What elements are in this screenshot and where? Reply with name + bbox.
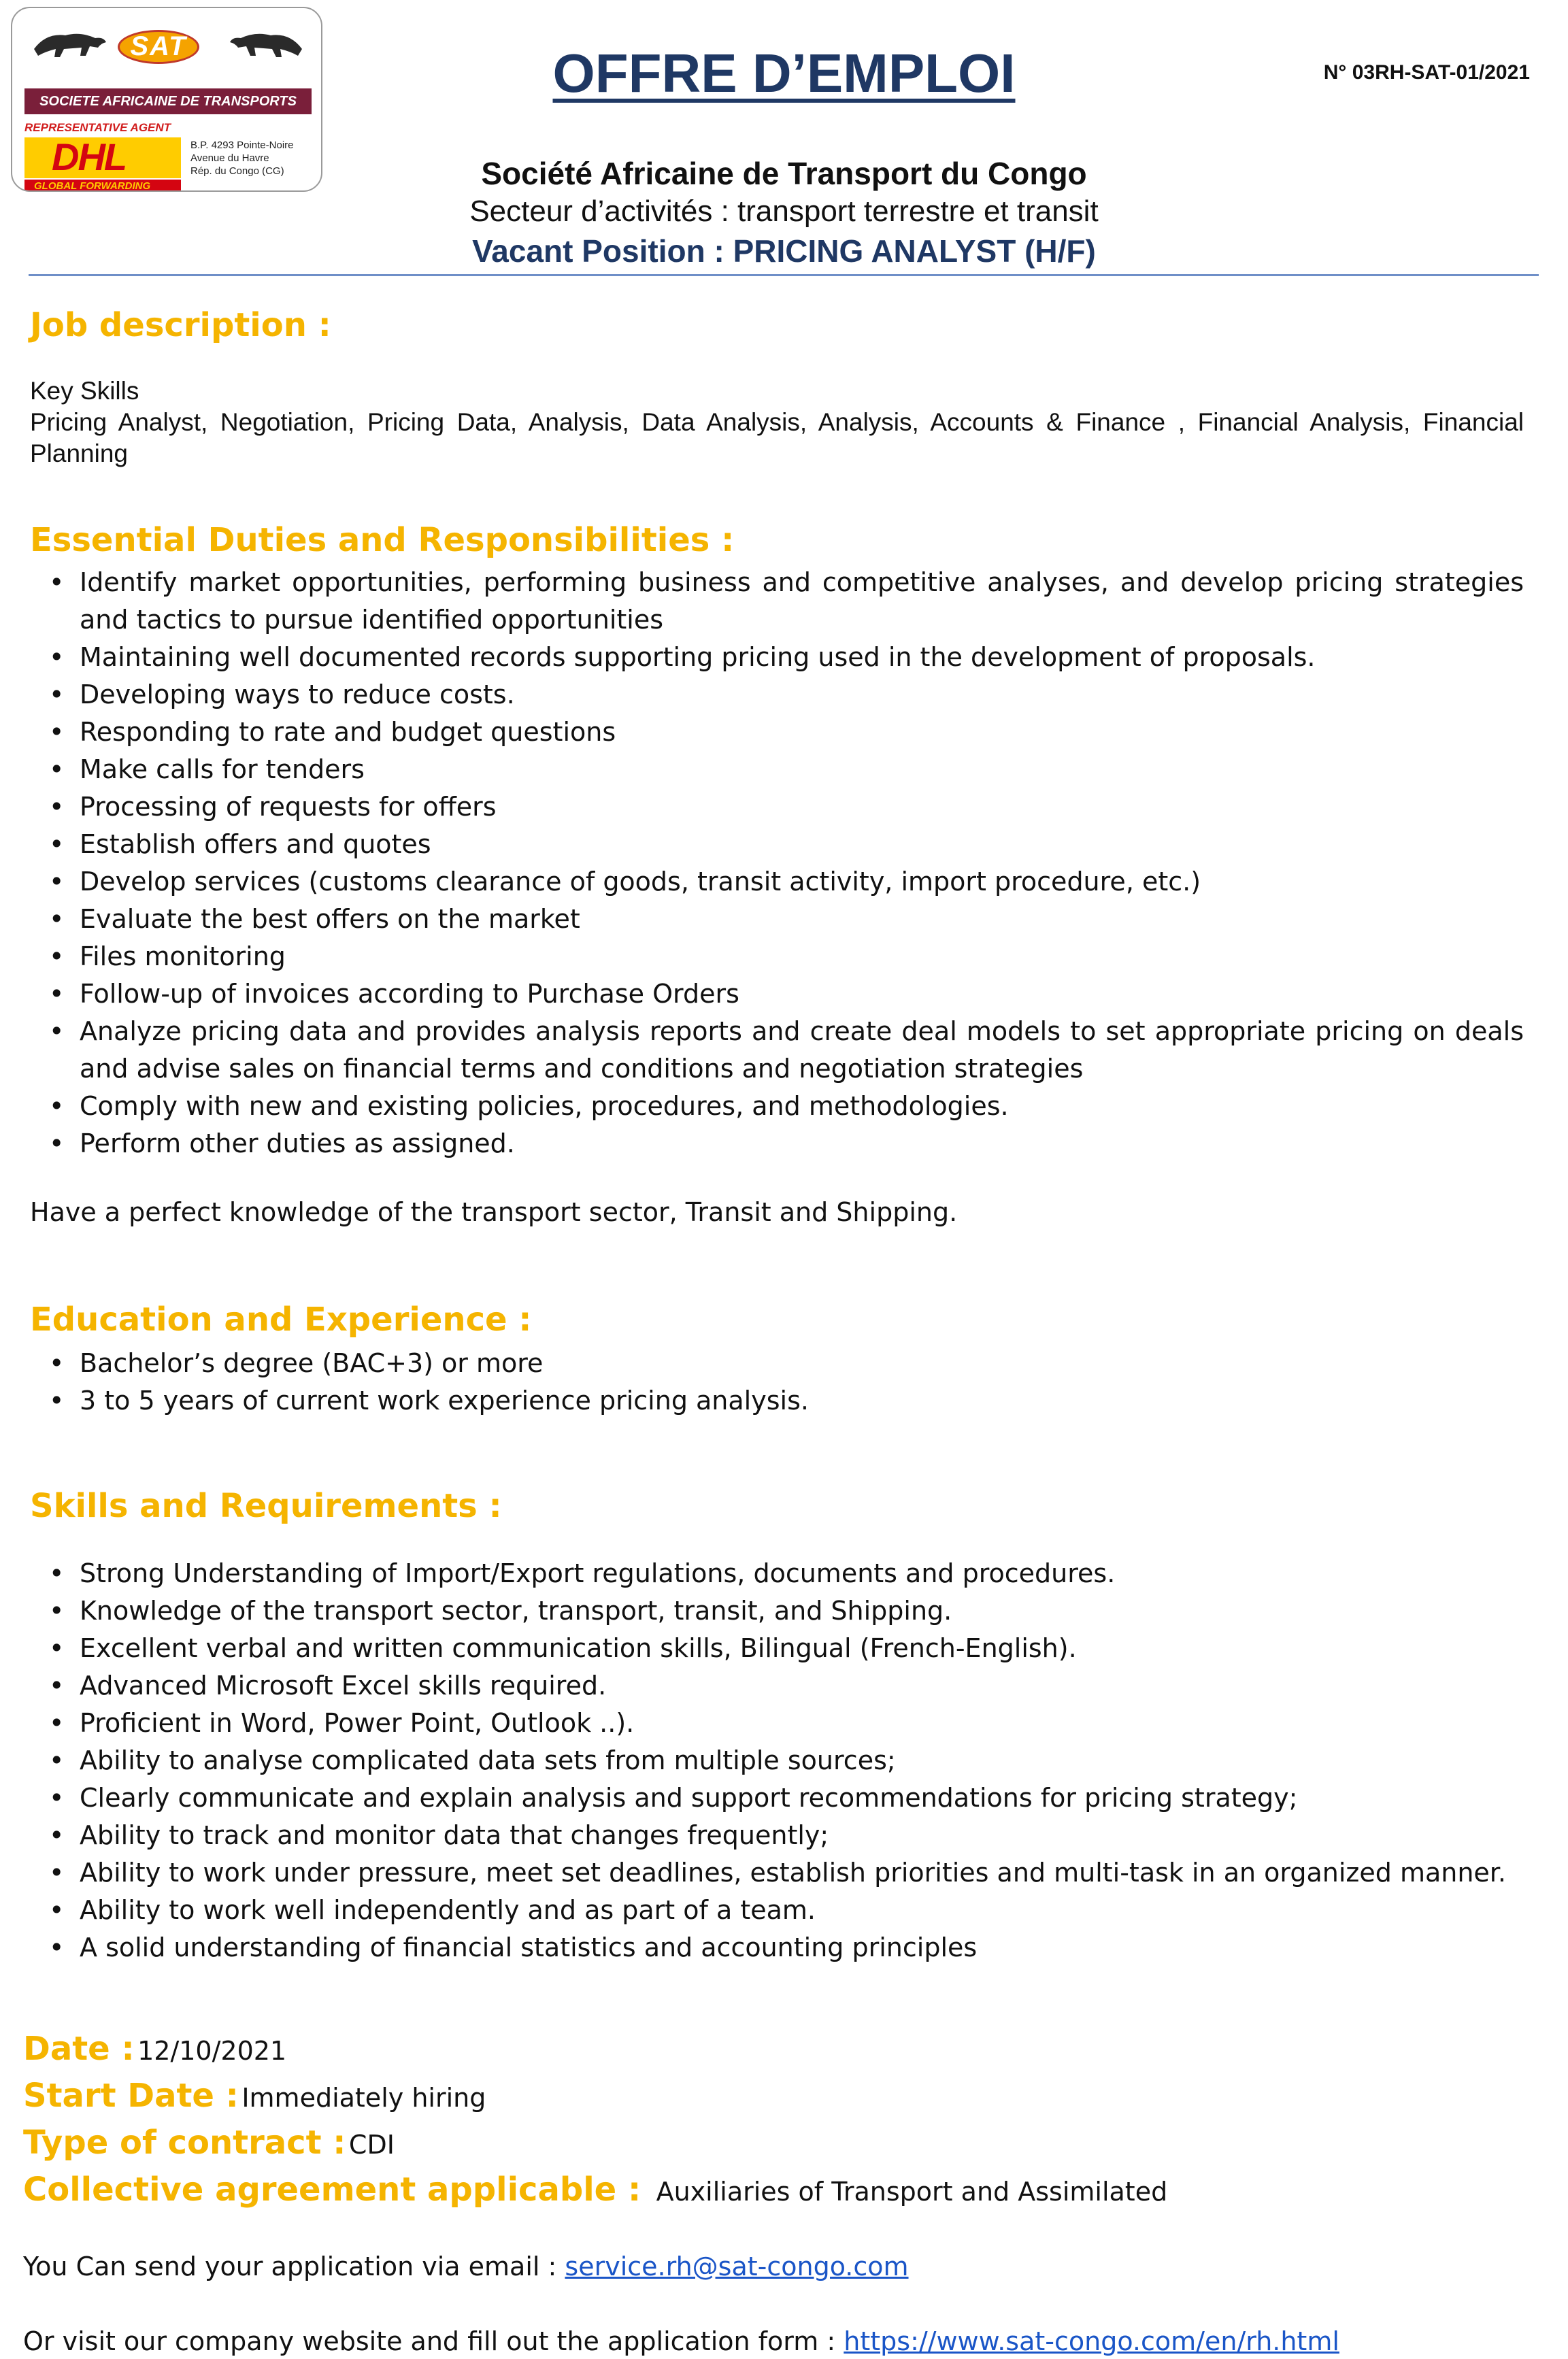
bullet-icon: • <box>49 1895 65 1925</box>
list-item <box>49 788 1524 826</box>
list-item-text: Clearly communicate and explain analysis and support recommendations for pricing strategy; <box>80 1783 1298 1813</box>
bullet-icon: • <box>49 1671 65 1701</box>
list-item <box>49 826 1524 863</box>
skills-list <box>49 1555 1524 1967</box>
list-item <box>49 1892 1524 1929</box>
bullet-icon: • <box>49 1596 65 1626</box>
website-row <box>23 2326 1339 2356</box>
list-item <box>49 1705 1524 1742</box>
logo-agent-label: REPRESENTATIVE AGENT <box>24 121 171 134</box>
list-item-text: Identify market opportunities, performing business and competitive analyses, and develop pricing strategies and tactics to pursue identified opportunities <box>80 567 1524 635</box>
logo-brand: SAT <box>130 31 187 61</box>
email-text: You Can send your application via email : <box>23 2252 557 2281</box>
bullet-icon: • <box>49 642 65 672</box>
contract-label: Type of contract : <box>23 2124 346 2162</box>
bullet-icon: • <box>49 1783 65 1813</box>
list-item <box>49 1088 1524 1125</box>
bullet-icon: • <box>49 1633 65 1663</box>
agreement-label: Collective agreement applicable : <box>23 2171 641 2209</box>
list-item-text: Bachelor’s degree (BAC+3) or more <box>80 1348 544 1378</box>
list-item-text: Excellent verbal and written communication skills, Bilingual (French-English). <box>80 1633 1077 1663</box>
list-item <box>49 975 1524 1013</box>
bullet-icon: • <box>49 1745 65 1775</box>
reference-number: N° 03RH-SAT-01/2021 <box>1323 61 1530 84</box>
bullet-icon: • <box>49 867 65 897</box>
list-item-text: Advanced Microsoft Excel skills required. <box>80 1671 607 1701</box>
list-item <box>49 1592 1524 1630</box>
list-item <box>49 1013 1524 1088</box>
list-item-text: 3 to 5 years of current work experience pricing analysis. <box>80 1386 809 1416</box>
list-item-text: Knowledge of the transport sector, transport, transit, and Shipping. <box>80 1596 952 1626</box>
contract-value: CDI <box>348 2130 395 2160</box>
bullet-icon: • <box>49 754 65 784</box>
start-date-value: Immediately hiring <box>241 2083 486 2113</box>
bullet-icon: • <box>49 1858 65 1888</box>
list-item <box>49 1630 1524 1667</box>
list-item <box>49 564 1524 639</box>
agreement-value: Auxiliaries of Transport and Assimilated <box>656 2177 1168 2207</box>
list-item-text: A solid understanding of financial statistics and accounting principles <box>80 1933 978 1962</box>
list-item-text: Ability to work under pressure, meet set deadlines, establish priorities and multi-task in an organized manner. <box>80 1858 1507 1888</box>
start-date-row <box>23 2077 486 2115</box>
list-item <box>49 901 1524 938</box>
list-item-text: Evaluate the best offers on the market <box>80 904 580 934</box>
list-item-text: Perform other duties as assigned. <box>80 1128 515 1158</box>
bullet-icon: • <box>49 1386 65 1416</box>
company-name: Société Africaine de Transport du Congo <box>481 156 1087 191</box>
list-item <box>49 1555 1524 1592</box>
address-line: Rép. du Congo (CG) <box>190 165 284 177</box>
list-item-text: Make calls for tenders <box>80 754 365 784</box>
list-item <box>49 863 1524 901</box>
email-row <box>23 2252 909 2281</box>
vacant-position: Vacant Position : PRICING ANALYST (H/F) <box>472 233 1096 269</box>
list-item-text: Developing ways to reduce costs. <box>80 680 515 709</box>
bullet-icon: • <box>49 1016 65 1046</box>
list-item <box>49 751 1524 788</box>
bullet-icon: • <box>49 1091 65 1121</box>
list-item <box>49 1742 1524 1779</box>
start-date-label: Start Date : <box>23 2077 239 2115</box>
header-divider <box>29 274 1539 276</box>
date-label: Date : <box>23 2030 135 2068</box>
bullet-icon: • <box>49 680 65 709</box>
list-item-text: Files monitoring <box>80 941 286 971</box>
website-text: Or visit our company website and fill out the application form : <box>23 2326 836 2356</box>
dhl-logo: DHL <box>52 135 127 178</box>
list-item-text: Establish offers and quotes <box>80 829 431 859</box>
address-line: B.P. 4293 Pointe-Noire <box>190 139 294 151</box>
list-item <box>49 1854 1524 1892</box>
list-item <box>49 1779 1524 1817</box>
dhl-subline: GLOBAL FORWARDING <box>24 180 181 192</box>
list-item-text: Ability to track and monitor data that changes frequently; <box>80 1820 829 1850</box>
list-item-text: Proficient in Word, Power Point, Outlook ..). <box>80 1708 635 1738</box>
bullet-icon: • <box>49 1933 65 1962</box>
duties-heading: Essential Duties and Responsibilities : <box>30 521 735 559</box>
list-item-text: Processing of requests for offers <box>80 792 497 822</box>
website-link[interactable]: https://www.sat-congo.com/en/rh.html <box>844 2326 1339 2356</box>
bullet-icon: • <box>49 567 65 597</box>
duties-closing-text: Have a perfect knowledge of the transport sector, Transit and Shipping. <box>30 1197 958 1227</box>
list-item-text: Develop services (customs clearance of goods, transit activity, import procedure, etc.) <box>80 867 1201 897</box>
bullet-icon: • <box>49 904 65 934</box>
list-item <box>49 1929 1524 1967</box>
list-item-text: Comply with new and existing policies, procedures, and methodologies. <box>80 1091 1009 1121</box>
list-item <box>49 1667 1524 1705</box>
key-skills-label: Key Skills <box>30 377 139 405</box>
list-item <box>49 1345 1524 1382</box>
address-line: Avenue du Havre <box>190 152 269 164</box>
bullet-icon: • <box>49 829 65 859</box>
bullet-icon: • <box>49 1558 65 1588</box>
list-item-text: Analyze pricing data and provides analysis reports and create deal models to set appropriate pricing on deals and advise sales on financial terms and conditions and negotiation strategies <box>80 1016 1524 1084</box>
bullet-icon: • <box>49 792 65 822</box>
list-item-text: Follow-up of invoices according to Purchase Orders <box>80 979 739 1009</box>
list-item <box>49 639 1524 676</box>
skills-heading: Skills and Requirements : <box>30 1487 502 1525</box>
bullet-icon: • <box>49 1348 65 1378</box>
bullet-icon: • <box>49 1128 65 1158</box>
bullet-icon: • <box>49 717 65 747</box>
logo-tagline: SOCIETE AFRICAINE DE TRANSPORTS <box>24 88 312 114</box>
date-value: 12/10/2021 <box>137 2036 287 2066</box>
key-skills-list: Pricing Analyst, Negotiation, Pricing Data, Analysis, Data Analysis, Analysis, Accounts & Finance , Financial Analysis, Financial Planning <box>30 408 1524 467</box>
list-item <box>49 1125 1524 1162</box>
list-item <box>49 714 1524 751</box>
sector-line: Secteur d’activités : transport terrestre et transit <box>469 195 1099 228</box>
job-description-heading: Job description : <box>30 306 331 344</box>
bullet-icon: • <box>49 1708 65 1738</box>
list-item-text: Ability to analyse complicated data sets from multiple sources; <box>80 1745 896 1775</box>
list-item <box>49 938 1524 975</box>
list-item-text: Maintaining well documented records supporting pricing used in the development of proposals. <box>80 642 1316 672</box>
list-item <box>49 676 1524 714</box>
date-row <box>23 2030 286 2068</box>
list-item <box>49 1817 1524 1854</box>
duties-list <box>49 564 1524 1162</box>
list-item-text: Strong Understanding of Import/Export regulations, documents and procedures. <box>80 1558 1116 1588</box>
education-heading: Education and Experience : <box>30 1301 532 1339</box>
list-item-text: Responding to rate and budget questions <box>80 717 616 747</box>
list-item <box>49 1382 1524 1420</box>
bullet-icon: • <box>49 979 65 1009</box>
contract-row <box>23 2124 395 2162</box>
agreement-row <box>23 2171 1167 2209</box>
bullet-icon: • <box>49 941 65 971</box>
page-title: OFFRE D’EMPLOI <box>552 43 1016 103</box>
bullet-icon: • <box>49 1820 65 1850</box>
email-link[interactable]: service.rh@sat-congo.com <box>565 2252 909 2281</box>
list-item-text: Ability to work well independently and as part of a team. <box>80 1895 816 1925</box>
education-list <box>49 1345 1524 1420</box>
